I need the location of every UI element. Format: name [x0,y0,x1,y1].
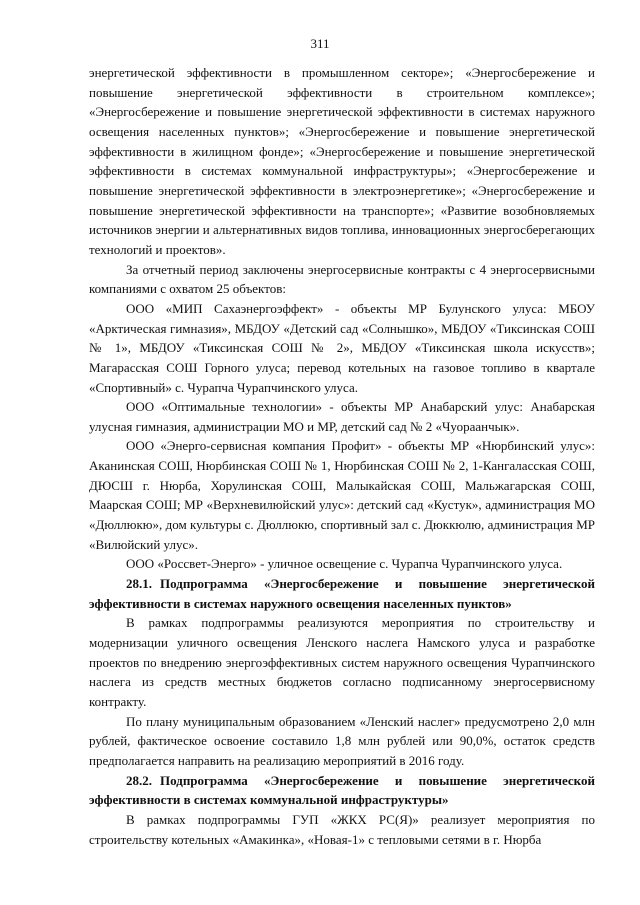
section-title: Подпрограмма «Энергосбережение и повышение энергетической эффективности в системах наружного освещения населенных пунктов» [89,576,595,611]
paragraph-communal-measures: В рамках подпрограммы ГУП «ЖКХ РС(Я)» реализует мероприятия по строительству котельных «Амакинка», «Новая-1» с тепловыми сетями в г. Нюрба [89,811,595,847]
paragraph-contractor-profit: ООО «Энерго-сервисная компания Профит» - объекты МР «Нюрбинский улус»: Аканинская СОШ, Нюрбинская СОШ № 1, Нюрбинская СОШ № 2, 1-Кангаласская СОШ, ДЮСШ г. Нюрба, Хорулинская СОШ, Малыкайская СОШ, Мальжагарская СОШ, Маарская СОШ; МР «Верхневилюйский улус»: детский сад «Кустук», администрация МО «Дюллюкю», дом культуры с. Дюллюкю, спортивный зал с. Дюккюлю, администрация МР «Вилюйский улус». [89,438,595,552]
section-number: 28.2. [126,772,152,788]
paragraph-contracts-intro: За отчетный период заключены энергосервисные контракты с 4 энергосервисными компаниями с охватом 25 объектов: [89,261,595,297]
paragraph-contractor-sakhaenergoeffekt: ООО «МИП Сахаэнергоэффект» - объекты МР Булунского улуса: МБОУ «Арктическая гимназия», МБДОУ «Детский сад «Солнышко», МБДОУ «Тиксинская СОШ № 1», МБДОУ «Тиксинская СОШ № 2», МБДОУ «Тиксинская школа искусств»; Магарасская СОШ Горного улуса; перевод котельных на газовое топливо в квартале «Спортивный» с. Чурапча Чурапчинского улуса. [89,300,595,395]
section-heading-28-2 [89,771,595,810]
section-heading-28-1 [89,574,595,613]
paragraph-lighting-funding: По плану муниципальным образованием «Ленский наслег» предусмотрено 2,0 млн рублей, фактическое освоение составило 1,8 млн рублей или 90,0%, остаток средств предполагается направить на реализацию мероприятий в 2016 году. [89,713,595,768]
section-number: 28.1. [126,576,152,592]
paragraph-continuation: энергетической эффективности в промышленном секторе»; «Энергосбережение и повышение энергетической эффективности в строительном комплексе»; «Энергосбережение и повышение энергетической эффективности в системах наружного освещения населенных пунктов»; «Энергосбережение и повышение энергетической эффективности в жилищном фонде»; «Энергосбережение и повышение энергетической эффективности в системах коммунальной инфраструктуры»; «Энергосбережение и повышение энергетической эффективности в электроэнергетике»; «Энергосбережение и повышение энергетической эффективности на транспорте»; «Развитие возобновляемых источников энергии и альтернативных видов топлива, инновационных энергосберегающих технологий и проектов». [89,65,595,257]
page-number: 311 [310,36,330,51]
paragraph-contractor-rossvet: ООО «Россвет-Энерго» - уличное освещение с. Чурапча Чурапчинского улуса. [126,556,563,572]
document-body [89,63,595,849]
section-title: Подпрограмма «Энергосбережение и повышение энергетической эффективности в системах коммунальной инфраструктуры» [89,772,595,808]
paragraph-lighting-measures: В рамках подпрограммы реализуются мероприятия по строительству и модернизации уличного освещения Ленского наслега Намского улуса и разработке проектов по внедрению энергоэффективных систем наружного освещения Чурапчинского наслега из средств местных бюджетов согласно подписанному энергосервисному контракту. [89,615,595,709]
paragraph-contractor-optimalnye: ООО «Оптимальные технологии» - объекты МР Анабарский улус: Анабарская улусная гимназия, администрации МО и МР, детский сад № 2 «Чуораанчык». [89,399,595,434]
